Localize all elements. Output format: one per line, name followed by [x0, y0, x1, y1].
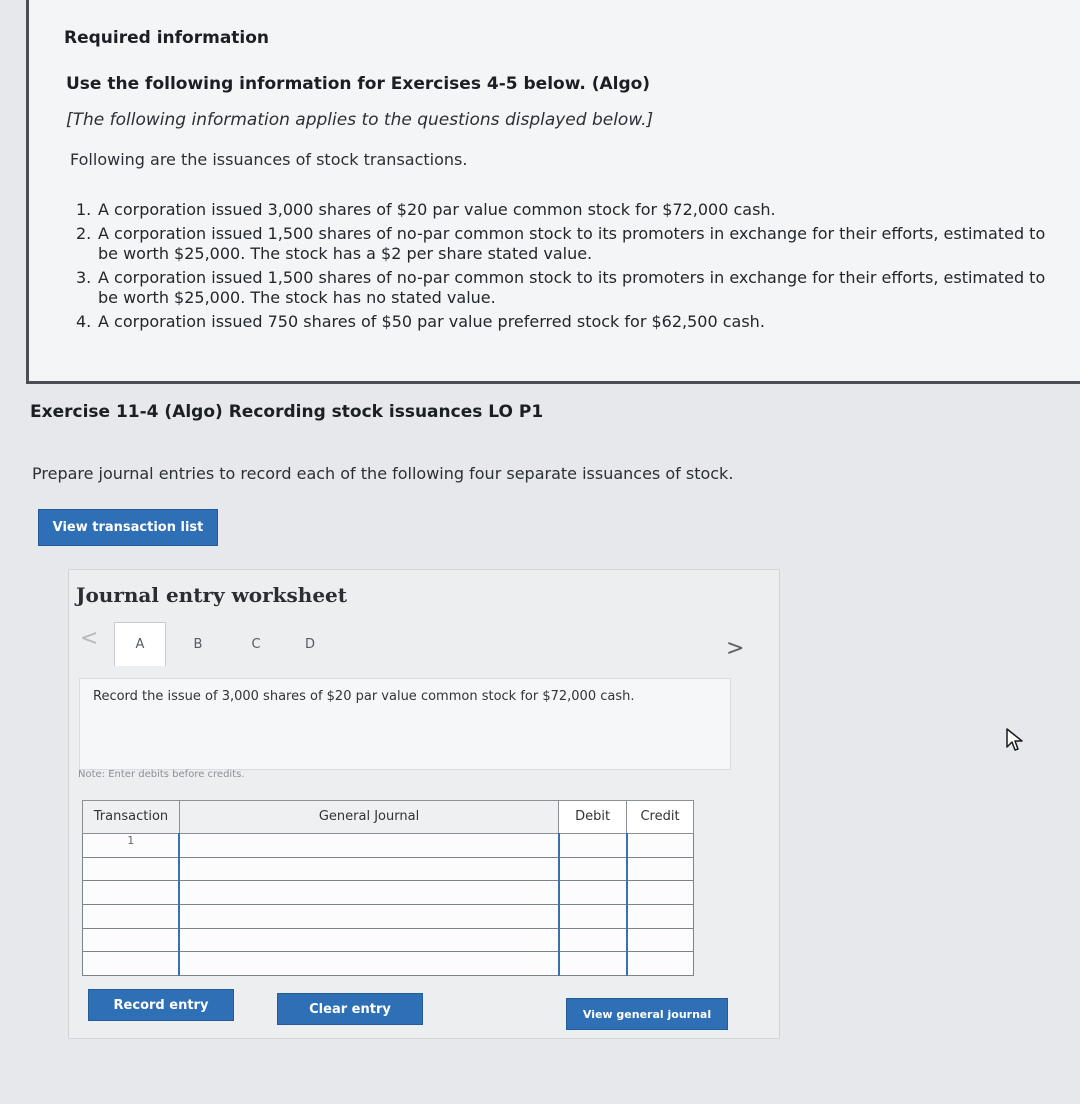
credit-input[interactable]	[627, 928, 694, 952]
list-item: 2. A corporation issued 1,500 shares of no-par common stock to its promoters in exchange for their efforts, estimated to be worth $25,000. The stock has a $2 per share stated value.	[76, 224, 1046, 263]
account-input[interactable]	[179, 952, 558, 976]
list-item: 4. A corporation issued 750 shares of $50 par value preferred stock for $62,500 cash.	[76, 312, 765, 331]
credit-header: Credit	[627, 801, 694, 834]
transaction-cell	[83, 881, 180, 905]
info-applies-note: [The following information applies to the questions displayed below.]	[66, 110, 654, 130]
transaction-cell	[83, 857, 180, 881]
account-input[interactable]	[179, 857, 558, 881]
debit-input[interactable]	[559, 881, 627, 905]
transaction-cell	[83, 904, 180, 928]
debit-input[interactable]	[559, 857, 627, 881]
required-information-title: Required information	[64, 28, 270, 48]
transactions-intro: Following are the issuances of stock transactions.	[70, 150, 468, 169]
transactions-list	[76, 200, 1056, 336]
tab-c[interactable]: C	[251, 636, 261, 652]
credit-input[interactable]	[627, 833, 694, 857]
debit-input[interactable]	[559, 833, 627, 857]
clear-entry-button[interactable]: Clear entry	[277, 993, 423, 1025]
tab-a[interactable]: A	[114, 622, 166, 666]
debit-input[interactable]	[559, 952, 627, 976]
table-row	[83, 881, 694, 905]
exercise-info-subtitle: Use the following information for Exercises 4-5 below. (Algo)	[66, 74, 651, 94]
previous-entry-chevron-icon[interactable]: <	[80, 626, 99, 651]
debit-input[interactable]	[559, 904, 627, 928]
credit-input[interactable]	[627, 904, 694, 928]
list-item: 1. A corporation issued 3,000 shares of $20 par value common stock for $72,000 cash.	[76, 200, 776, 219]
debit-input[interactable]	[559, 928, 627, 952]
account-input[interactable]	[179, 833, 558, 857]
account-input[interactable]	[179, 904, 558, 928]
general-journal-header: General Journal	[179, 801, 558, 834]
worksheet-title: Journal entry worksheet	[76, 583, 348, 607]
exercise-instructions: Prepare journal entries to record each of the following four separate issuances of stock.	[32, 464, 734, 483]
table-row	[83, 952, 694, 976]
journal-table	[82, 800, 694, 976]
transaction-header: Transaction	[83, 801, 180, 834]
table-row	[83, 833, 694, 857]
account-input[interactable]	[179, 881, 558, 905]
credit-input[interactable]	[627, 952, 694, 976]
table-row	[83, 928, 694, 952]
view-general-journal-button[interactable]: View general journal	[566, 998, 728, 1030]
transaction-number: 1	[83, 833, 180, 857]
list-item: 3. A corporation issued 1,500 shares of no-par common stock to its promoters in exchange for their efforts, estimated to be worth $25,000. The stock has no stated value.	[76, 268, 1046, 307]
exercise-title: Exercise 11-4 (Algo) Recording stock issuances LO P1	[30, 402, 544, 422]
mouse-pointer-icon	[1004, 727, 1028, 753]
debit-header: Debit	[559, 801, 627, 834]
debits-note: Note: Enter debits before credits.	[78, 769, 245, 780]
credit-input[interactable]	[627, 857, 694, 881]
next-entry-chevron-icon[interactable]: >	[726, 636, 745, 661]
transaction-cell	[83, 928, 180, 952]
entry-description: Record the issue of 3,000 shares of $20 par value common stock for $72,000 cash.	[93, 689, 635, 704]
tab-b[interactable]: B	[193, 636, 203, 652]
view-transaction-list-button[interactable]: View transaction list	[38, 509, 218, 546]
record-entry-button[interactable]: Record entry	[88, 989, 234, 1021]
table-header-row	[83, 801, 694, 834]
credit-input[interactable]	[627, 881, 694, 905]
table-row	[83, 904, 694, 928]
account-input[interactable]	[179, 928, 558, 952]
transaction-cell	[83, 952, 180, 976]
table-row	[83, 857, 694, 881]
tab-d[interactable]: D	[304, 636, 315, 652]
